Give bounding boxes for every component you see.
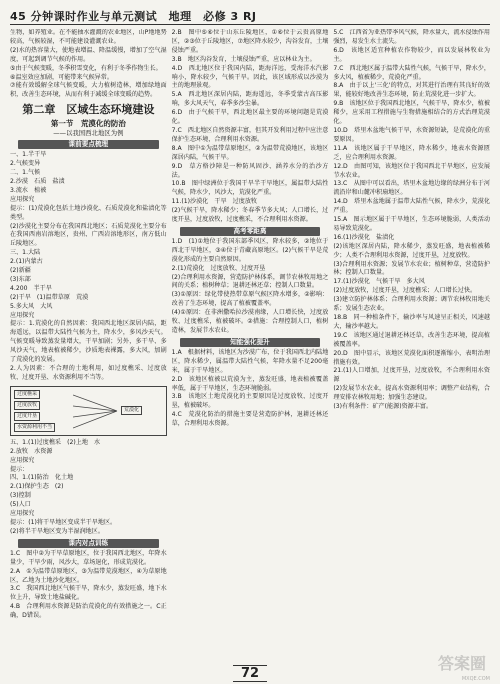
answer-line: 3.B 地区沟谷发育，土壤侵蚀严重，应以林业为主。 [171, 55, 316, 63]
answer-line: 1.A 根据材料，该地区为沙漠广布，位于我国西北内陆地区，降水稀少，属温带大陆性气候，年降水量不足200毫米，属于干旱地区。 [171, 348, 329, 374]
answer-line: 3.C 我国西北地区气候干旱，降水少，蒸发旺盛，地下水位上升，导致土地盐碱化。 [10, 585, 167, 602]
answer-line: 18.B 同一种植条件下，输沙率与风速呈正相关，风速越大，输沙率越大。 [333, 314, 491, 330]
answer-line: 2.沙漠 石质 盐渍 [10, 177, 65, 185]
answer-line: 应用探究 [10, 311, 35, 319]
answer-line: 2.气候变异 [10, 160, 41, 168]
diagram-arrows [73, 391, 123, 431]
answer-line: 9.D 草方格沙障是一种防风固沙、涵养水分的治沙方法。 [171, 162, 329, 179]
diagram-box: 过度樵采 [14, 390, 40, 399]
page-header [10, 6, 490, 25]
answer-line: (3)建立防护林体系；合理利用水资源；调节农林牧用地关系；发展生态农业。 [333, 296, 491, 313]
diagram-box: 过度放牧 [14, 401, 40, 410]
answer-line: 20.D 图中显示，该地区荒漠化面积逐渐缩小，表明治理措施有效。 [333, 349, 491, 366]
answer-line: 9.B 该地区位于我国西北地区，气候干旱，降水少，植被稀少，应采用工程措施与生物措施相结合的方式治理荒漠化。 [333, 100, 491, 126]
answer-line: (2)合理利用水资源，营造防护林体系，调节农林牧用地之间的关系；植树种草；退耕还林还草；控制人口数量。 [171, 273, 329, 290]
watermark-url: MXQE.COM [461, 676, 490, 682]
answer-line: 2.(1)保护生态 (2) [10, 483, 64, 491]
section-bar-exam: 高考零距离 [180, 227, 321, 236]
column-2 [172, 29, 329, 659]
column-3 [333, 29, 490, 659]
answer-line: (2)干旱 (1)温带草原 荒漠 [10, 293, 89, 301]
answer-line: 应用探究 [10, 456, 35, 464]
answer-line: 应用探究 [10, 195, 35, 203]
answer-line: ⑥温室效应加剧，可能带来气候异常。 [10, 73, 113, 81]
answer-line: 三、1.大陆 [10, 249, 41, 257]
answer-line: 1.C 图中②为干旱草原地区，位于我国西北地区，年降水量少，干旱少雨，风沙大，草场退化，形成荒漠化。 [10, 549, 167, 566]
answer-line: 17.(1)沙漠化 气候干旱 多大风 [333, 278, 425, 286]
answer-line: ⑦能有效缓解全球气候变暖，大力植树造林，增加绿地面积，改善生态环境，从而有利于减缓全球变暖的趋势。 [10, 82, 167, 99]
diagram-box: 过度开垦 [14, 412, 40, 421]
answer-line: 应用探究 [10, 510, 35, 518]
answer-line: (2)将半干旱地区变为半湿润地区。 [10, 527, 104, 535]
answer-line: 21.(1)人口增加，过度开垦，过度放牧，不合理利用水资源 [333, 367, 491, 384]
answer-line: 10.D 塔里木盆地气候干旱，水资源短缺，是荒漠化的重要原因。 [333, 126, 491, 143]
answer-line: 4.C 荒漠化防治的措施主要是营造防护林，退耕还林还草，合理利用水资源。 [171, 411, 329, 428]
answer-line: 2.人为因素：不合理的土地利用，如过度樵采、过度放牧、过度开垦、水资源利用不当等。 [10, 365, 167, 381]
answer-line: 3.B 该地区土地荒漠化的主要原因是过度放牧、过度开垦，植被破坏。 [171, 393, 329, 410]
answer-line: (3)有利条件：矿产(能源)资源丰富。 [333, 403, 433, 411]
answer-line: 5.A 西北地区深居内陆，距海遥远，冬季受蒙古高压影响，多大风天气，春季多沙尘暴。 [171, 91, 329, 108]
answer-line: 13.C 从图中可以看出，塔里木盆地边缘的绿洲分布于河流沿岸和山麓冲积扇地区。 [333, 180, 491, 197]
page-footer [0, 662, 500, 682]
answer-line: 4.B 合理利用水资源是防治荒漠化的有效措施之一。C正确，D错误。 [10, 603, 167, 620]
answer-line: 1.D (1)①地位于我国东部季风区，降水较多，②地位于西北干旱地区，③④位于青藏高原地区。(2)气候干旱是荒漠化形成的主要自然原因。 [171, 237, 329, 263]
section-bar-advance: 知能强化提升 [180, 338, 321, 347]
answer-line: 12.D 由图可知，该地区位于我国西北干旱地区，应发展节水农业。 [333, 162, 491, 179]
answer-line: 提示：(1)将干旱地区变成半干旱地区。 [10, 518, 117, 526]
answer-line: 10.B 图中绿洲位于我国干旱半干旱地区，属温带大陆性气候，降水少，风沙大，荒漠化严重。 [171, 180, 329, 197]
watermark-logo: 答案圈 [437, 654, 486, 673]
answer-line: (2)过度放牧，过度开垦，过度樵采；人口增长过快。 [333, 287, 477, 295]
answer-line: 2.(1)内蒙古 [10, 258, 43, 266]
answer-line: 一、1.半干旱 [10, 151, 47, 159]
answer-line: 提示：1.荒漠化的自然因素：我国西北地区深居内陆，距海遥远，以温带大陆性气候为主，降水少，多风沙天气。气候变暖导致蒸发量增大，干旱加剧；另外，多干旱、多风沙天气，地表植被稀少，沙质地表裸露，多大风，加剧了荒漠化的发展。 [10, 320, 167, 364]
answer-line: 11.(1)沙漠化 干旱 过度放牧 [171, 198, 258, 206]
answer-line: 4.D 西北地区位于我国内陆，距海洋远，受海洋水汽影响小，降水较少，气候干旱。因此，该区域形成以沙漠为主的地理景观。 [171, 64, 329, 90]
section-bar-summary: 课前要点梳理 [18, 140, 159, 149]
column-1 [10, 29, 167, 659]
answer-line: 二、1.气候 [10, 169, 41, 177]
answer-line: 7.C 西北地区属于温带大陆性气候，气候干旱，降水少，多大风，植被稀少，荒漠化严重。 [333, 64, 491, 81]
answer-line: 8.A 由于以上'三化'的特点，对其进行治理有其良好的效果，能较好地改善生态环境，防止荒漠化进一步扩大。 [333, 82, 491, 99]
answer-line: (2)该地区深居内陆，降水稀少，蒸发旺盛，地表植被稀少；人类不合理利用水资源，过度开垦，过度放牧。 [333, 242, 491, 259]
answer-line: 15.A 图示地区属于干旱地区，生态环境脆弱，人类活动易导致荒漠化。 [333, 216, 491, 232]
section-bar-practice: 课内对点训练 [18, 539, 159, 548]
diagram-box: 水资源利用不当 [14, 423, 55, 432]
answer-line: 6.D 由于气候干旱，西北地区最主要的环境问题是荒漠化。 [171, 109, 329, 126]
answer-line: (2)水的热容量大，使地表增温、降温缓慢，增加了空气湿度，可起到调节气候的作用。 [10, 46, 167, 63]
answer-line: (2)新疆 [10, 267, 31, 275]
answer-line: 5.多大风 大风 [10, 302, 53, 310]
chapter-title: 第二章 区域生态环境建设 [22, 103, 155, 117]
answer-line: (2)气候干旱，降水稀少；冬春季节多大风；人口增长，过度开垦，过度放牧，过度樵采，不合理利用水资源。 [171, 207, 329, 224]
answer-line: 2.(1)荒漠化 过度放牧、过度开垦 [171, 264, 266, 272]
answer-line: 提示： [10, 465, 29, 473]
answer-line: 6.D 该地区适宜种植农作物较少，而以发展林牧业为主。 [333, 46, 491, 63]
answer-line: 2.B 图中⑤⑥位于山东丘陵地区，①⑥位于云贵高原地区，②③位于丘陵地区，⑦地区降水较少，沟谷发育，土壤侵蚀严重。 [171, 29, 329, 54]
answer-line: (4)①原因：在非洲撒哈拉沙漠南缘，人口增长快，过度放牧、过度樵采，植被破坏。②措施：合理控制人口，植树造林，发展节水农业。 [171, 309, 329, 334]
answer-line: 4.200 半干旱 [10, 284, 52, 292]
answer-line: 16.(1)沙漠化 盐渍化 [333, 233, 395, 241]
answer-line: 提示：(1)荒漠化包括土地沙漠化、石质荒漠化和盐渍化等类型。 [10, 204, 167, 221]
answer-line: 14.D 塔里木盆地属于温带大陆性气候，降水少，荒漠化严重。 [333, 198, 491, 215]
answer-line: 四、1.(1)防治 化土地 [10, 474, 74, 482]
answer-line: 5.C 江西省为亚热带季风气候，降水量大，流水侵蚀作用强烈，易发生水土流失。 [333, 29, 491, 45]
cause-diagram [10, 386, 167, 436]
section-subtitle: ——以我国西北地区为例 [53, 129, 124, 138]
answer-line: (2)沙漠化主要分布在我国西北地区；石质荒漠化主要分布在我国西南岩溶地区，贵州、广西岩溶地形区，南方低山丘陵地区。 [10, 222, 167, 248]
answer-line: (3)控制 [10, 492, 31, 500]
answer-line: (5)人口 [10, 501, 31, 509]
section-title: 第一节 荒漠化的防治 [50, 119, 126, 129]
diagram-box-result: 荒漠化 [121, 406, 142, 415]
answer-line: (2)发展节水农业，提高水资源利用率；调整产业结构，合理安排农林牧用地；加强生态建设。 [333, 385, 491, 402]
answer-line: (3)东部 [10, 275, 31, 283]
answer-line: 11.A 该地区属于干旱地区，降水稀少，地表水资源匮乏，应合理利用水资源。 [333, 144, 491, 161]
answer-line: ⑤由于气候变暖，冬季积雪变化，有利于冬季作物生长。 [10, 64, 162, 72]
page-number: 72 [233, 665, 267, 682]
answer-line: 2.A ①为温带草原地区，③为温带荒漠地区，④为草原地区，乙地为土地沙化地区。 [10, 567, 167, 584]
header-title: 45 分钟课时作业与单元测试 地理 必修 3 RJ [10, 10, 257, 23]
answer-line: 8.A 图中①为温带草原地区，②为温带荒漠地区，该地区深居内陆，气候干旱。 [171, 144, 329, 161]
answer-line: (3)①原因：绿化带使热带草原气候区降水增多，②影响：改善了生态环境，提高了植被覆盖率。 [171, 291, 329, 308]
answer-line: 19.C 该地区通过退耕还林还草，改善生态环境，提高植被覆盖率。 [333, 331, 491, 348]
answer-line: 五、1.(1)过度樵采 (2)上地 水 [10, 438, 101, 446]
answer-line: 7.C 西北地区自然资源丰富，但其开发利用过程中应注意保护生态环境，合理利用水资源。 [171, 126, 329, 143]
answer-line: 生物，如养殖业。在不能抽水灌溉的农业地区，山P地地势较高，气候较湿，不可能建设灌溉农业。 [10, 29, 167, 45]
answer-line: (3)合理利用水资源；发展节水农业；植树种草，营造防护林；控制人口数量。 [333, 260, 491, 277]
answer-line: 2.放牧 水资源 [10, 447, 53, 455]
answer-line: 3.流水 植被 [10, 186, 47, 194]
answer-line: 2.D 该地区植被以荒漠为主，蒸发旺盛，地表植被覆盖率低，属于干旱地区，生态环境脆弱。 [171, 375, 329, 392]
